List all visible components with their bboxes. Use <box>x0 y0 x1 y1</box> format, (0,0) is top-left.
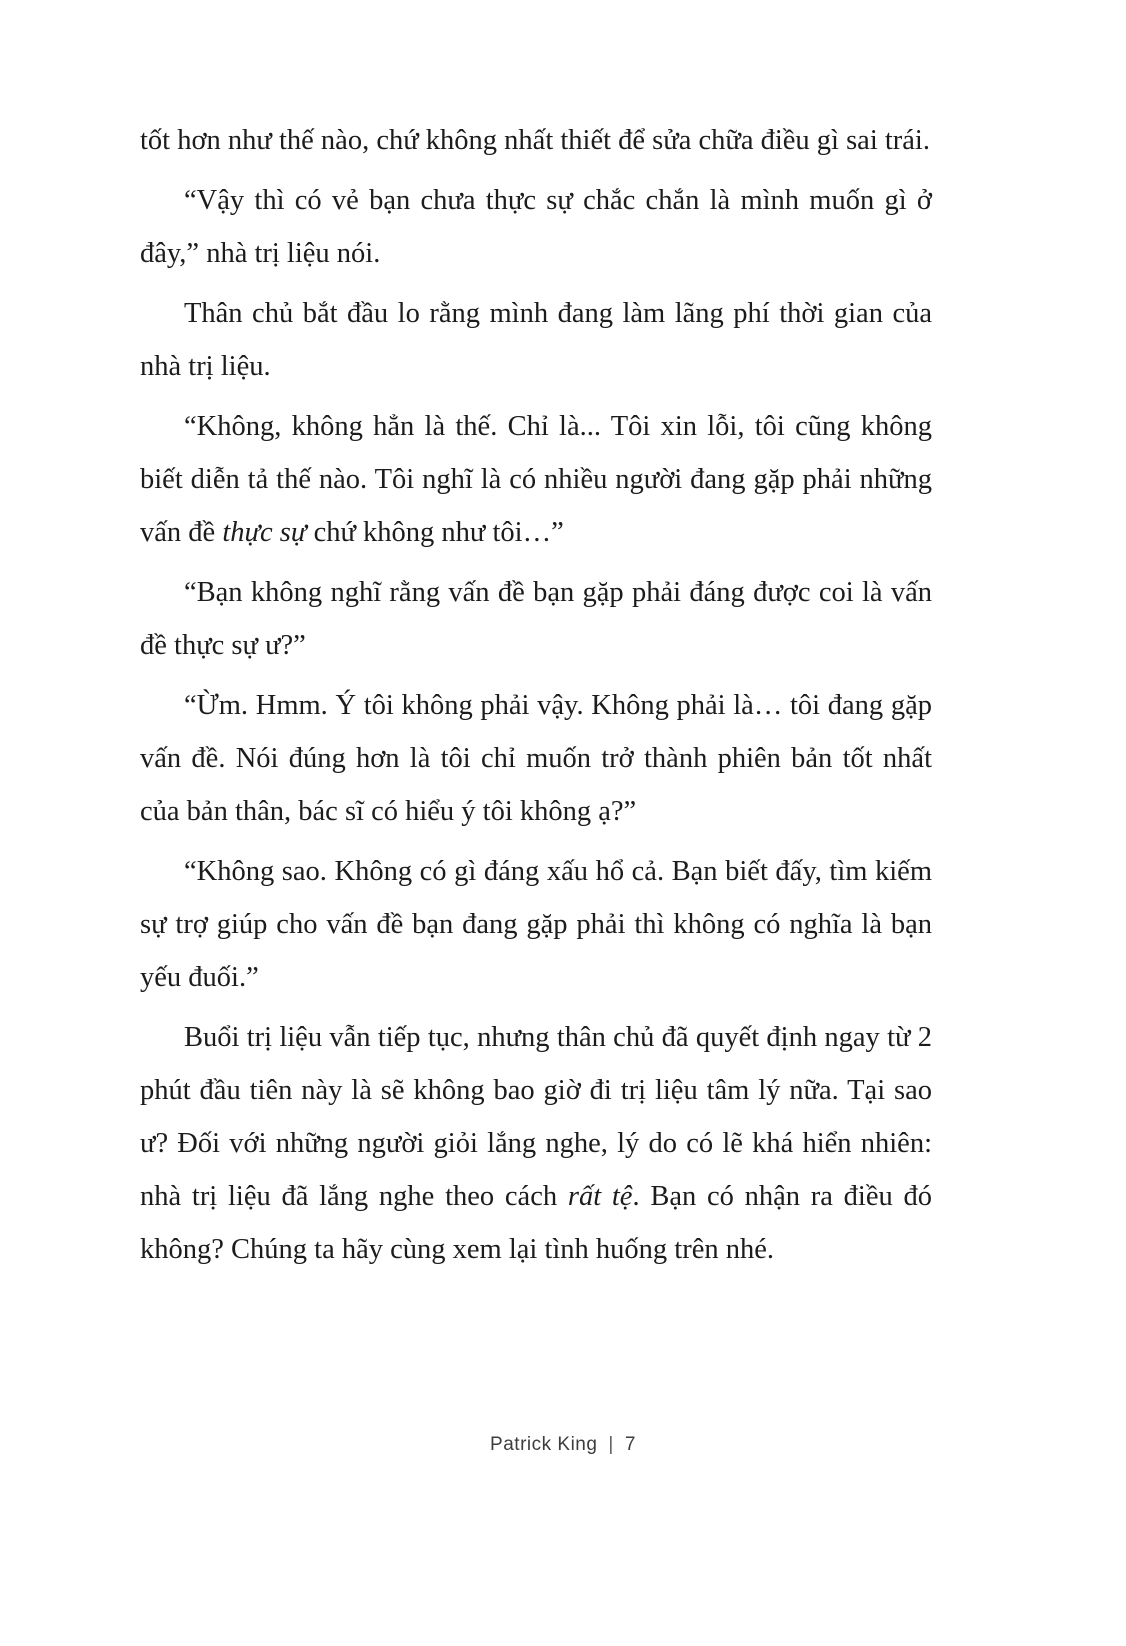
text-run: Thân chủ bắt đầu lo rằng mình đang làm lãng phí thời gian của nhà trị liệu. <box>140 298 932 382</box>
italic-text-run: thực sự <box>222 517 307 548</box>
paragraph <box>140 174 932 280</box>
text-run: “Vậy thì có vẻ bạn chưa thực sự chắc chắn là mình muốn gì ở đây,” nhà trị liệu nói. <box>140 185 932 269</box>
footer-author: Patrick King <box>490 1434 598 1455</box>
text-run: “Không, không hẳn là thế. Chỉ là... Tôi xin lỗi, tôi cũng không biết diễn tả thế nào. Tôi nghĩ là có nhiều người đang gặp phải những vấn đề <box>140 411 932 548</box>
text-run: “Bạn không nghĩ rằng vấn đề bạn gặp phải đáng được coi là vấn đề thực sự ư?” <box>140 577 932 661</box>
text-block <box>140 114 932 1283</box>
text-run: chứ không như tôi…” <box>306 517 564 548</box>
text-run: tốt hơn như thế nào, chứ không nhất thiết để sửa chữa điều gì sai trái. <box>140 125 930 156</box>
text-run: “Ừm. Hmm. Ý tôi không phải vậy. Không phải là… tôi đang gặp vấn đề. Nói đúng hơn là tôi chỉ muốn trở thành phiên bản tốt nhất của bản thân, bác sĩ có hiểu ý tôi không ạ?” <box>140 690 932 827</box>
italic-text-run: rất tệ <box>567 1181 633 1212</box>
page-footer <box>0 1434 1126 1456</box>
paragraph <box>140 287 932 393</box>
paragraph <box>140 679 932 838</box>
paragraph <box>140 845 932 1004</box>
paragraph <box>140 566 932 672</box>
text-run: . Bạn có nhận ra điều đó không? Chúng ta hãy cùng xem lại tình huống trên nhé. <box>140 1181 933 1265</box>
paragraph <box>140 1011 932 1276</box>
text-run: Buổi trị liệu vẫn tiếp tục, nhưng thân chủ đã quyết định ngay từ 2 phút đầu tiên này là sẽ không bao giờ đi trị liệu tâm lý nữa. Tại sao ư? Đối với những người giỏi lắng nghe, lý do có lẽ khá hiển nhiên: nhà trị liệu đã lắng nghe theo cách <box>140 1022 932 1212</box>
paragraph <box>140 114 932 167</box>
paragraph <box>140 400 932 559</box>
text-run: “Không sao. Không có gì đáng xấu hổ cả. Bạn biết đấy, tìm kiếm sự trợ giúp cho vấn đề bạn đang gặp phải thì không có nghĩa là bạn yếu đuối.” <box>140 856 932 993</box>
footer-separator: | <box>608 1434 614 1455</box>
footer-page-number: 7 <box>624 1434 636 1455</box>
